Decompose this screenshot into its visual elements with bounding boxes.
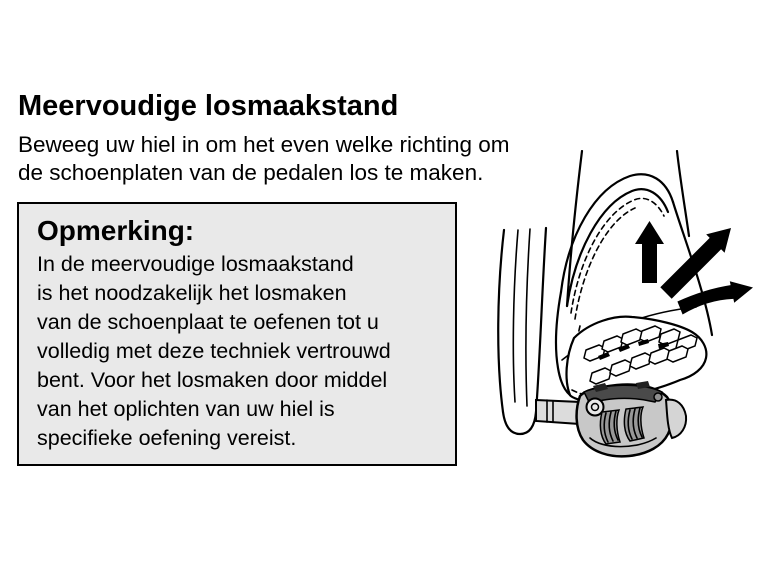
note-line-6: van het oplichten van uw hiel is [37,397,335,421]
note-line-5: bent. Voor het losmaken door middel [37,368,388,392]
intro-line-2: de schoenplaten van de pedalen los te maken. [18,160,484,185]
note-line-4: volledig met deze techniek vertrouwd [37,339,391,363]
pedal-body [577,381,687,456]
note-heading: Opmerking: [37,215,195,246]
note-line-1: In de meervoudige losmaakstand [37,252,354,276]
note-line-3: van de schoenplaat te oefenen tot u [37,310,379,334]
note-line-2: is het noodzakelijk het losmaken [37,281,347,305]
note-body [37,250,441,453]
note-line-7: specifieke oefening vereist. [37,426,297,450]
shoe-pedal-illustration [490,150,760,460]
pedal-logo-disc [587,399,604,416]
pedal-spindle [536,400,580,424]
intro-line-1: Beweeg uw hiel in om het even welke richting om [18,132,510,157]
note-box [17,202,457,466]
intro-paragraph [18,131,510,187]
page-title: Meervoudige losmaakstand [18,90,399,122]
